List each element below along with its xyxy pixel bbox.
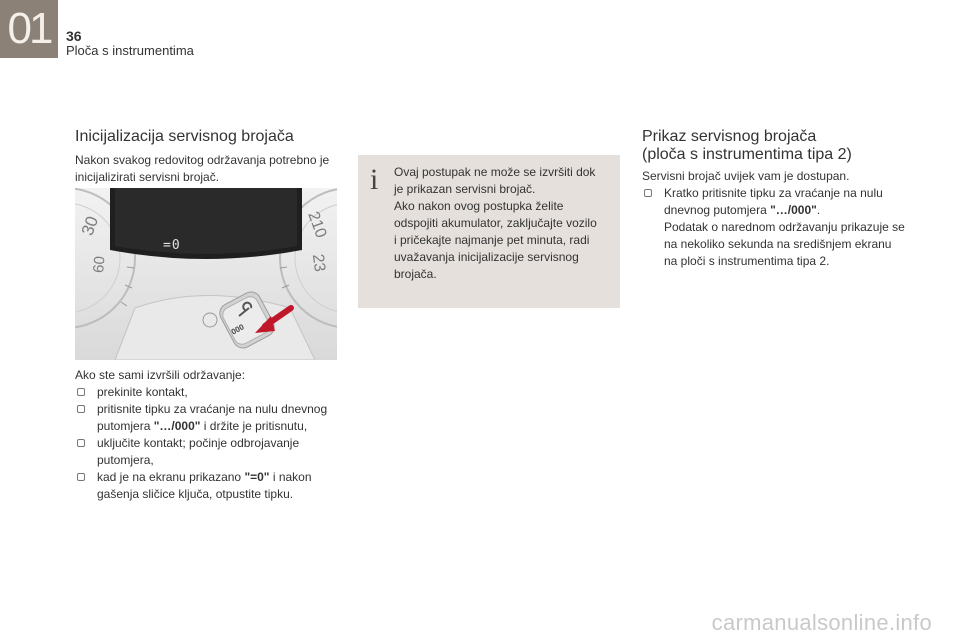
- watermark: carmanualsonline.info: [711, 610, 932, 635]
- instrument-panel-drawing: [75, 188, 337, 360]
- step-item: kad je na ekranu prikazano "=0" i nakon gašenja sličice ključa, otpustite tipku.: [75, 469, 345, 503]
- intro-paragraph: Nakon svakog redovitog održavanja potrebno je inicijalizirati servisni brojač.: [75, 153, 330, 184]
- info-note-box: [358, 155, 620, 308]
- dial-number-60: 60: [90, 255, 109, 274]
- button-label: 000: [229, 322, 246, 337]
- info-line: je prikazan servisni brojač.: [394, 182, 536, 196]
- step-item: prekinite kontakt,: [75, 384, 345, 401]
- info-icon: i: [370, 163, 379, 196]
- section-heading-display: [642, 128, 852, 164]
- section-heading-initialization: Inicijalizacija servisnog brojača: [75, 128, 294, 145]
- info-line: uvažavanja inicijalizacije servisnog: [394, 250, 579, 264]
- display-item: Kratko pritisnite tipku za vraćanje na nulu dnevnog putomjera "…/000". Podatak o narednom održavanju prikazuje se na nekoliko sekunda na središnjem ekranu na ploči s instrumentima tipa 2.: [642, 185, 907, 270]
- display-heading-line2: (ploča s instrumentima tipa 2): [642, 146, 852, 163]
- info-line: i pričekajte najmanje pet minuta, radi: [394, 233, 590, 247]
- steps-intro: Ako ste sami izvršili održavanje:: [75, 368, 246, 382]
- dial-number-23: 23: [308, 252, 329, 273]
- display-reading: =0: [163, 238, 181, 253]
- page-number: 36: [66, 28, 82, 44]
- dial-number-210: 210: [304, 209, 330, 241]
- instrument-panel-illustration: [75, 188, 337, 360]
- step-item: uključite kontakt; počinje odbrojavanje putomjera,: [75, 435, 345, 469]
- dial-number-30: 30: [77, 213, 103, 238]
- display-intro: Servisni brojač uvijek vam je dostupan.: [642, 169, 850, 183]
- info-note-text: [394, 164, 609, 283]
- page-header-title: Ploča s instrumentima: [66, 43, 194, 58]
- display-heading-line1: Prikaz servisnog brojača: [642, 128, 817, 145]
- steps-block: [75, 367, 345, 503]
- info-line: brojača.: [394, 267, 437, 281]
- display-section-body: [642, 168, 907, 270]
- display-list: [642, 185, 907, 270]
- info-line: Ako nakon ovog postupka želite: [394, 199, 564, 213]
- display-item-detail: Podatak o narednom održavanju prikazuje se na nekoliko sekunda na središnjem ekranu na ploči s instrumentima tipa 2.: [664, 220, 905, 268]
- step-item: pritisnite tipku za vraćanje na nulu dnevnog putomjera "…/000" i držite je pritisnutu,: [75, 401, 345, 435]
- info-line: Ovaj postupak ne može se izvršiti dok: [394, 165, 596, 179]
- chapter-tab: 01: [0, 0, 58, 58]
- steps-list: [75, 384, 345, 503]
- info-line: odspojiti akumulator, zaključajte vozilo: [394, 216, 597, 230]
